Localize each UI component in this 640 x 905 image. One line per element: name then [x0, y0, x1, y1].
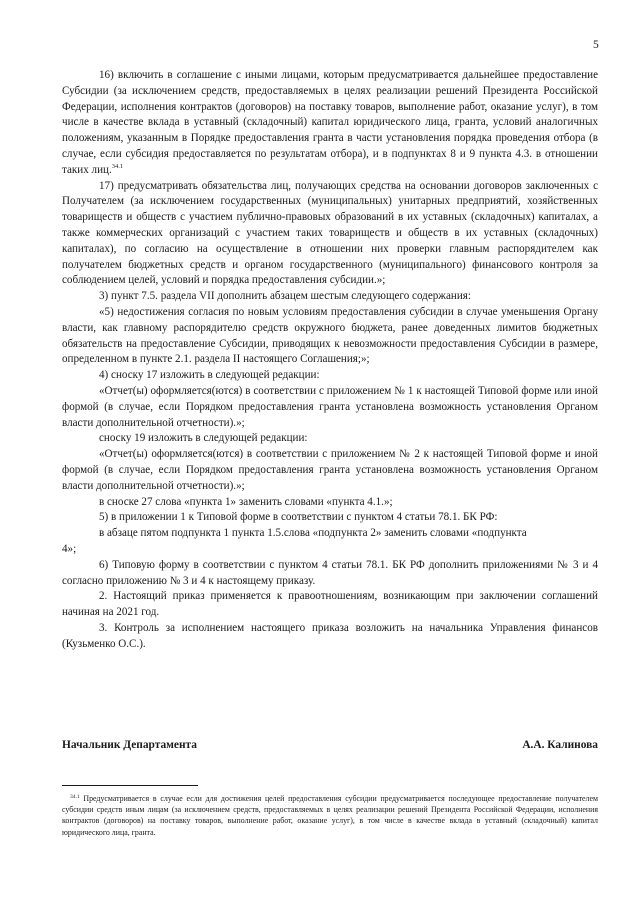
footnote-divider: [62, 785, 198, 786]
paragraph-3-section-vii: 3) пункт 7.5. раздела VII дополнить абзацем шестым следующего содержания:: [99, 290, 471, 303]
page-number: 5: [593, 39, 599, 51]
paragraph-quote-report-1: «Отчет(ы) оформляется(ются) в соответствии с приложением № 1 к настоящей Типовой форме или иной формой (в случае, если Порядком предоставления гранта установлена возможность установления Органом власти дополнительной отчетности).»;: [62, 384, 598, 429]
signature-title: Начальник Департамента: [62, 739, 197, 751]
paragraph-subparagraph-replace: в абзаце пятом подпункта 1 пункта 1.5.слова «подпункта 2» заменить словами «подпункта: [99, 527, 527, 540]
signature-block: [62, 739, 598, 751]
footnote-mark: 34.1: [70, 794, 80, 800]
paragraph-2-applicability: 2. Настоящий приказ применяется к правоотношениям, возникающим при заключении соглашений начиная на 2021 год.: [62, 590, 598, 619]
footnote-text: Предусматривается в случае если для достижения целей предоставления субсидии предусматривается последующее предоставление получателем субсидии средств иным лицам (за исключением средств, предоставляемых в целях реализации решений Президента Российской Федерации, исполнения контрактов (договоров) на поставку товаров, выполнение работ, оказание услуг), в том числе в качестве вклада в уставный (складочный) капитал юридического лица, гранта.: [62, 794, 598, 837]
document-body: [62, 68, 598, 652]
paragraph-quote-5-agreement: «5) недостижения согласия по новым условиям предоставления субсидии в случае уменьшения Органу власти, как главному распорядителю средств окружного бюджета, ранее доведенных лимитов бюджетных обязательств на предоставление Субсидии, приводящих к невозможности предоставления Субсидии в размере, определенном в пункте 2.1. раздела II настоящего Соглашения;»;: [62, 305, 598, 366]
paragraph-quote-report-2: «Отчет(ы) оформляется(ются) в соответствии с приложением № 2 к настоящей Типовой форме и иной формой (в случае, если Порядком предоставления гранта установлена возможность установления Органом власти дополнительной отчетности).»;: [62, 448, 598, 492]
signature-name: А.А. Калинова: [522, 739, 598, 751]
paragraph-4-footnote-17: 4) сноску 17 изложить в следующей редакции:: [99, 369, 320, 382]
paragraph-17-obligations: 17) предусматривать обязательства лиц, получающих средства на основании договоров заключенных с Получателем (за исключением государственных (муниципальных) унитарных предприятий, хозяйственных товариществ и обществ с участием публично-правовых образований в их уставных (складочных) капиталах, а также коммерческих организаций с участием таких товариществ и обществ в их уставных (складочных) капиталах), по согласию на осуществление в отношении них проверки главным распорядителем как получателем бюджетных средств и органом государственного (муниципального) финансового контроля за соблюдением целей, условий и порядка предоставления субсидии.»;: [62, 179, 598, 287]
paragraph-text: 16) включить в соглашение с иными лицами, которым предусматривается дальнейшее предоставление Субсидии (за исключением средств, предоставляемых в целях реализации решений Президента Российской Федерации, исполнения контрактов (договоров) на поставку товаров, выполнение работ, оказание услуг), в том числе в качестве вклада в уставный (складочный) капитал юридического лица, гранта, условий аналогичных положениям, указанным в Порядке предоставления гранта в части установления порядка проведения отбора (в случае, если субсидия предоставляется по результатам отбора), и в подпунктах 8 и 9 пункта 4.3. в отношении таких лиц.: [62, 69, 598, 176]
paragraph-16-subsidy-agreements: [62, 68, 598, 179]
paragraph-6-appendices: 6) Типовую форму в соответствии с пунктом 4 статьи 78.1. БК РФ дополнить приложениями № 3 и 4 согласно приложению № 3 и 4 к настоящему приказу.: [62, 558, 598, 587]
paragraph-3-control: 3. Контроль за исполнением настоящего приказа возложить на начальника Управления финансов (Кузьменко О.С.).: [62, 621, 598, 650]
paragraph-footnote-19: сноску 19 изложить в следующей редакции:: [99, 432, 308, 445]
footnote-reference: 34.1: [111, 162, 124, 170]
paragraph-footnote-27: в сноске 27 слова «пункта 1» заменить словами «пункта 4.1.»;: [99, 495, 393, 508]
footnote: [62, 793, 598, 838]
paragraph-subparagraph-replace-end: 4»;: [62, 542, 77, 555]
paragraph-5-appendix-1: 5) в приложении 1 к Типовой форме в соответствии с пунктом 4 статьи 78.1. БК РФ:: [99, 511, 498, 524]
